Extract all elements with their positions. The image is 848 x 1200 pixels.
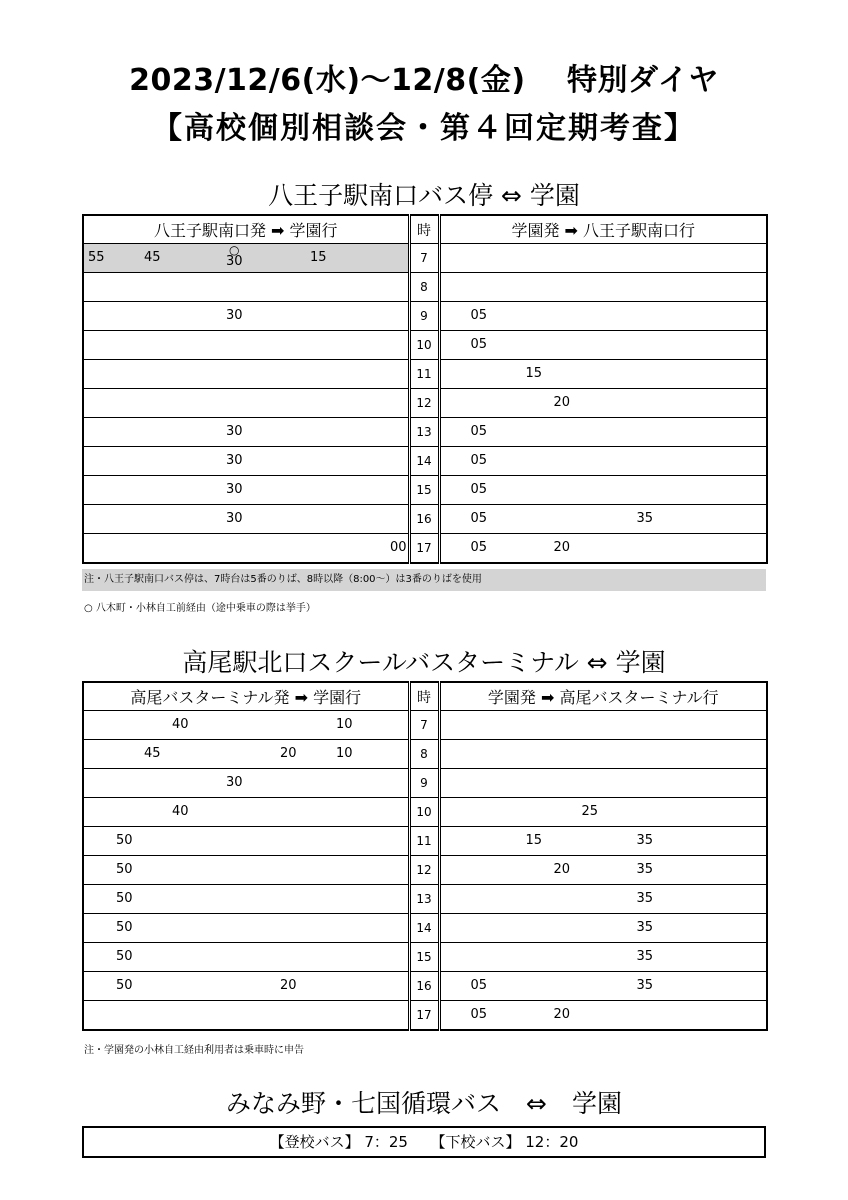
table-row (83, 360, 767, 389)
hour-cell: 7 (409, 711, 439, 740)
minute-text: 50 (116, 978, 133, 993)
section1-note-shaded (82, 569, 766, 591)
takao-timetable (82, 681, 768, 1031)
table-row (83, 740, 767, 769)
outbound-minutes-cell (83, 798, 409, 827)
minute-text: 40 (172, 717, 189, 732)
return-minutes-cell (439, 389, 767, 418)
departure-minute (390, 541, 407, 555)
return-minutes-cell (439, 447, 767, 476)
return-minutes-cell (439, 476, 767, 505)
hour-cell: 15 (409, 943, 439, 972)
minute-text: 35 (636, 511, 654, 526)
hour-cell: 14 (409, 447, 439, 476)
table-row (83, 798, 767, 827)
return-minutes-cell (439, 972, 767, 1001)
return-minutes-cell (439, 711, 767, 740)
departure-minute (526, 367, 543, 381)
hour-cell: 15 (409, 476, 439, 505)
hour-cell: 10 (409, 331, 439, 360)
departure-minute (226, 454, 243, 468)
minute-text: 05 (470, 424, 488, 439)
outbound-minutes-cell (83, 476, 409, 505)
via-route-circle-icon: ○ (229, 243, 240, 257)
minute-text: 50 (116, 862, 133, 877)
outbound-minutes-cell (83, 302, 409, 331)
departure-minute (637, 834, 654, 848)
table-row (83, 856, 767, 885)
departure-minute (471, 483, 488, 497)
return-minutes-cell (439, 273, 767, 302)
hour-cell: 14 (409, 914, 439, 943)
departure-minute (471, 309, 488, 323)
minute-text: 35 (636, 862, 654, 877)
return-minutes-cell (439, 769, 767, 798)
note-text: 注・八王子駅南口バス停は、7時台は5番のりば、8時以降（8:00～）は3番のりばを使用 (84, 574, 482, 585)
return-minutes-cell (439, 360, 767, 389)
departure-minute (280, 747, 297, 761)
table-header-row (83, 682, 767, 711)
departure-minute (582, 805, 599, 819)
departure-minute (471, 512, 488, 526)
departure-minute (637, 863, 654, 877)
minute-text: 25 (581, 804, 599, 819)
outbound-minutes-cell (83, 534, 409, 564)
departure-minute (637, 512, 654, 526)
return-minutes-cell (439, 827, 767, 856)
return-minutes-cell (439, 943, 767, 972)
minute-text: 05 (470, 511, 488, 526)
header-departure-takao: 高尾バスターミナル発 ➡ 学園行 (83, 682, 409, 711)
minute-text: 05 (470, 1007, 488, 1022)
departure-minute (226, 512, 243, 526)
hour-cell: 13 (409, 418, 439, 447)
departure-minute (336, 718, 353, 732)
minute-text: 55 (88, 250, 105, 265)
table-row (83, 914, 767, 943)
section2-note: 注・学園発の小林自工経由利用者は乗車時に申告 (84, 1045, 304, 1056)
section1-note-legend: ○ 八木町・小林自工前経由（途中乗車の際は挙手） (84, 603, 316, 614)
return-minutes-cell (439, 885, 767, 914)
minute-text: 05 (470, 540, 488, 555)
table-row (83, 447, 767, 476)
table-row (83, 418, 767, 447)
departure-minute (637, 921, 654, 935)
minute-text: 10 (336, 746, 353, 761)
outbound-minutes-cell (83, 943, 409, 972)
table-row (83, 827, 767, 856)
outbound-minutes-cell (83, 769, 409, 798)
departure-minute (226, 243, 243, 269)
table-row (83, 476, 767, 505)
hour-cell: 7 (409, 244, 439, 273)
minute-text: 15 (525, 366, 543, 381)
table-row (83, 331, 767, 360)
header-departure-school: 学園発 ➡ 高尾バスターミナル行 (439, 682, 767, 711)
minute-text: 40 (172, 804, 189, 819)
minute-text: 30 (226, 482, 243, 497)
departure-minute (116, 834, 133, 848)
outbound-minutes-cell (83, 914, 409, 943)
departure-minute (336, 747, 353, 761)
outbound-minutes-cell (83, 273, 409, 302)
departure-minute (116, 921, 133, 935)
minute-text: 50 (116, 891, 133, 906)
minute-text: 35 (636, 949, 654, 964)
departure-minute (226, 309, 243, 323)
minute-text: 05 (470, 453, 488, 468)
minute-text: 20 (553, 540, 571, 555)
return-minutes-cell (439, 798, 767, 827)
minute-text: 05 (470, 337, 488, 352)
departure-minute (471, 338, 488, 352)
minute-text: 10 (336, 717, 353, 732)
table-row (83, 972, 767, 1001)
minute-text: 20 (553, 1007, 571, 1022)
return-minutes-cell (439, 914, 767, 943)
departure-minute (554, 541, 571, 555)
minute-text: 35 (636, 978, 654, 993)
return-minutes-cell (439, 331, 767, 360)
departure-minute (280, 979, 297, 993)
header-departure-hachioji: 八王子駅南口発 ➡ 学園行 (83, 215, 409, 244)
departure-minute (310, 251, 327, 265)
departure-minute (554, 1008, 571, 1022)
section3-title: みなみ野・七国循環バス ⇔ 学園 (226, 1089, 622, 1118)
table-row (83, 273, 767, 302)
minute-text: 15 (525, 833, 543, 848)
outbound-minutes-cell (83, 418, 409, 447)
departure-minute (116, 892, 133, 906)
hour-cell: 16 (409, 505, 439, 534)
outbound-minutes-cell (83, 360, 409, 389)
return-minutes-cell (439, 534, 767, 564)
hour-cell: 17 (409, 534, 439, 564)
outbound-minutes-cell (83, 331, 409, 360)
section1-title: 八王子駅南口バス停 ⇔ 学園 (268, 181, 580, 210)
table-row (83, 943, 767, 972)
departure-minute (471, 541, 488, 555)
minute-text: 05 (470, 308, 488, 323)
outbound-minutes-cell (83, 711, 409, 740)
minute-text: 35 (636, 891, 654, 906)
hour-cell: 11 (409, 360, 439, 389)
hour-cell: 9 (409, 769, 439, 798)
header-hour: 時 (409, 215, 439, 244)
table-row (83, 711, 767, 740)
departure-minute (116, 863, 133, 877)
minute-text: 30 (226, 308, 243, 323)
minute-text: 30 (226, 511, 243, 526)
departure-minute (554, 396, 571, 410)
hour-cell: 13 (409, 885, 439, 914)
minute-text: 15 (310, 250, 327, 265)
minute-text: 45 (144, 746, 161, 761)
table-row (83, 505, 767, 534)
minute-text: 20 (280, 978, 297, 993)
table-row (83, 534, 767, 564)
departure-minute (144, 251, 161, 265)
table-row (83, 1001, 767, 1031)
minute-text: 35 (636, 920, 654, 935)
minute-text: 05 (470, 978, 488, 993)
return-minutes-cell (439, 740, 767, 769)
hachioji-timetable (82, 214, 768, 564)
minute-text: 05 (470, 482, 488, 497)
minute-text: 30 (226, 453, 243, 468)
minute-text: 20 (553, 395, 571, 410)
header-hour: 時 (409, 682, 439, 711)
departure-minute (637, 979, 654, 993)
departure-minute (526, 834, 543, 848)
table-row (83, 302, 767, 331)
table-row (83, 769, 767, 798)
hour-cell: 10 (409, 798, 439, 827)
departure-minute (116, 950, 133, 964)
minute-text: 20 (553, 862, 571, 877)
hour-cell: 11 (409, 827, 439, 856)
minute-text: 20 (280, 746, 297, 761)
outbound-minutes-cell (83, 827, 409, 856)
departure-minute (226, 425, 243, 439)
hour-cell: 9 (409, 302, 439, 331)
table-row (83, 885, 767, 914)
departure-minute (554, 863, 571, 877)
section2-title: 高尾駅北口スクールバスターミナル ⇔ 学園 (182, 648, 666, 677)
minute-text: 30 (226, 775, 243, 790)
hour-cell: 8 (409, 740, 439, 769)
departure-minute (471, 425, 488, 439)
departure-minute (637, 892, 654, 906)
minute-text: 00 (390, 540, 407, 555)
minute-text: 30 (226, 254, 243, 269)
table-header-row (83, 215, 767, 244)
table-row (83, 389, 767, 418)
outbound-minutes-cell (83, 885, 409, 914)
departure-minute (637, 950, 654, 964)
departure-minute (471, 454, 488, 468)
minute-text: 45 (144, 250, 161, 265)
minute-text: 30 (226, 424, 243, 439)
outbound-minutes-cell (83, 972, 409, 1001)
departure-minute (226, 483, 243, 497)
hour-cell: 12 (409, 389, 439, 418)
hour-cell: 16 (409, 972, 439, 1001)
return-minutes-cell (439, 856, 767, 885)
departure-minute (172, 718, 189, 732)
outbound-minutes-cell (83, 856, 409, 885)
outbound-minutes-cell (83, 447, 409, 476)
page-title: 2023/12/6(水)～12/8(金) 特別ダイヤ (129, 63, 719, 98)
minute-text: 35 (636, 833, 654, 848)
departure-minute (88, 251, 105, 265)
header-departure-school: 学園発 ➡ 八王子駅南口行 (439, 215, 767, 244)
page-subtitle: 【高校個別相談会・第４回定期考査】 (152, 111, 696, 146)
return-minutes-cell (439, 1001, 767, 1031)
hour-cell: 8 (409, 273, 439, 302)
outbound-minutes-cell (83, 505, 409, 534)
loop-bus-schedule: 【登校バス】 7：25 【下校バス】 12：20 (82, 1126, 766, 1158)
departure-minute (471, 1008, 488, 1022)
departure-minute (471, 979, 488, 993)
minute-text: 50 (116, 949, 133, 964)
return-minutes-cell (439, 302, 767, 331)
outbound-minutes-cell (83, 1001, 409, 1031)
departure-minute (144, 747, 161, 761)
departure-minute (172, 805, 189, 819)
minute-text: 50 (116, 920, 133, 935)
departure-minute (226, 776, 243, 790)
return-minutes-cell (439, 505, 767, 534)
minute-text: 50 (116, 833, 133, 848)
outbound-minutes-cell (83, 244, 409, 273)
outbound-minutes-cell (83, 740, 409, 769)
return-minutes-cell (439, 244, 767, 273)
outbound-minutes-cell (83, 389, 409, 418)
departure-minute (116, 979, 133, 993)
hour-cell: 12 (409, 856, 439, 885)
hour-cell: 17 (409, 1001, 439, 1031)
table-row (83, 244, 767, 273)
return-minutes-cell (439, 418, 767, 447)
